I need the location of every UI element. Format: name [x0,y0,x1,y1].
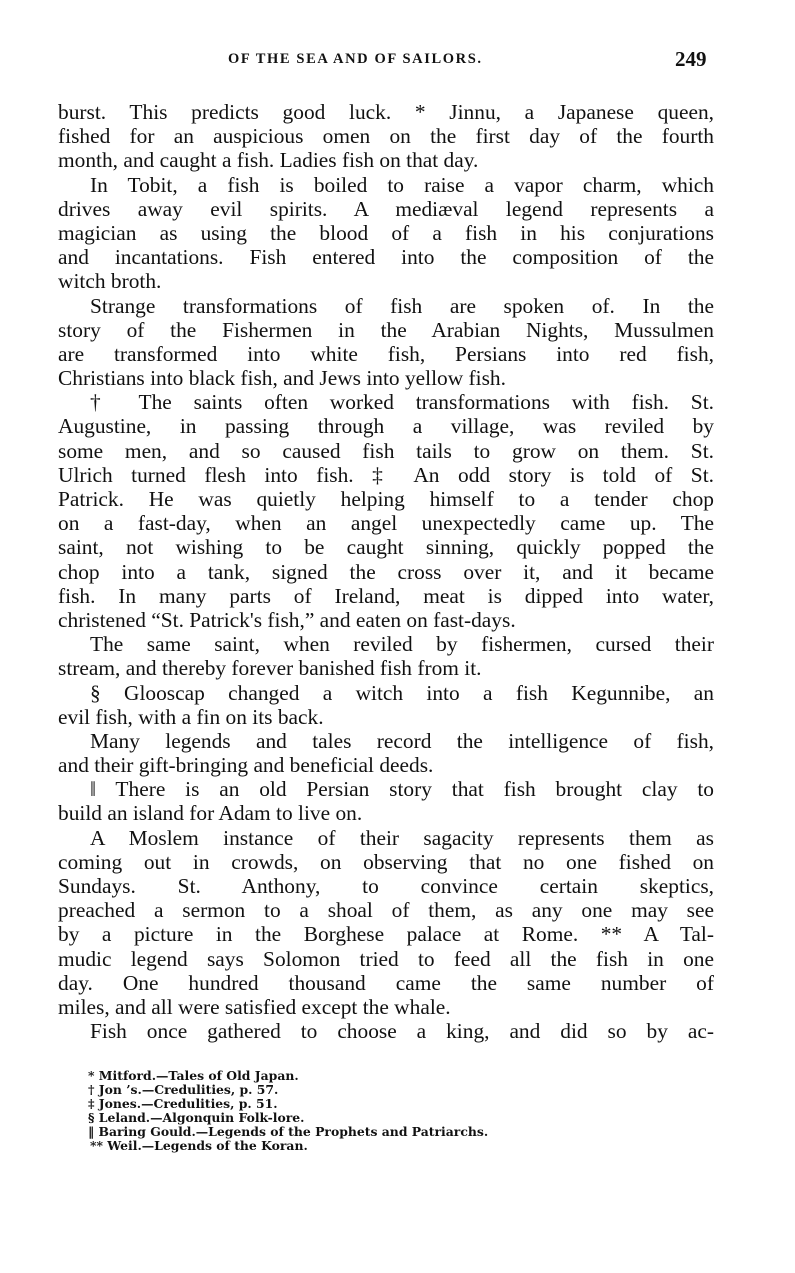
text-line: on a fast-day, when an angel unexpectedly came up. The [58,511,714,536]
page-number: 249 [675,47,707,71]
text-line: some men, and so caused fish tails to grow on them. St. [58,438,714,463]
text-line: drives away evil spirits. A mediæval legend represents a [58,196,714,221]
text-line: witch broth. [58,269,162,294]
text-line: In Tobit, a fish is boiled to raise a vapor charm, which [90,172,714,197]
text-line: fish. In many parts of Ireland, meat is dipped into water, [58,583,714,608]
text-line: Strange transformations of fish are spoken of. In the [90,293,714,318]
text-line: A Moslem instance of their sagacity represents them as [90,825,714,850]
footnote: § Leland.—Algonquin Folk-lore. [88,1110,305,1125]
text-line: and their gift-bringing and beneficial deeds. [58,753,434,778]
text-line: The same saint, when reviled by fishermen, cursed their [90,632,714,657]
text-line: are transformed into white fish, Persians into red fish, [58,341,714,366]
text-line: evil fish, with a fin on its back. [58,704,324,729]
footnote: † Jon ’s.—Credulities, p. 57. [88,1082,279,1097]
text-line: Sundays. St. Anthony, to convince certain skeptics, [58,874,714,898]
text-line: † The saints often worked transformations with fish. St. [90,390,714,415]
text-line: build an island for Adam to live on. [58,801,363,826]
text-line: and incantations. Fish entered into the composition of the [58,245,714,270]
text-line: § Glooscap changed a witch into a fish Kegunnibe, an [90,680,714,705]
footnote: ‖ Baring Gould.—Legends of the Prophets and Patriarchs. [88,1124,489,1139]
text-line: Fish once gathered to choose a king, and did so by ac- [90,1019,714,1044]
text-line: coming out in crowds, on observing that no one fished on [58,849,714,874]
page-header [0,47,795,71]
text-line: story of the Fishermen in the Arabian Nights, Mussulmen [58,317,714,342]
running-title: OF THE SEA AND OF SAILORS. [228,51,483,67]
footnotes [88,1069,488,1153]
text-line: mudic legend says Solomon tried to feed all the fish in one [58,946,714,971]
text-line: Christians into black fish, and Jews into yellow fish. [58,366,506,391]
text-line: chop into a tank, signed the cross over it, and it became [58,559,714,584]
text-line: magician as using the blood of a fish in his conjurations [58,220,714,245]
footnote: * Mitford.—Tales of Old Japan. [88,1068,299,1083]
text-line: Patrick. He was quietly helping himself to a tender chop [58,487,714,511]
text-line: Ulrich turned flesh into fish. ‡ An odd story is told of St. [58,462,714,487]
text-line: burst. This predicts good luck. * Jinnu, a Japanese queen, [58,100,714,124]
footnote: ** Weil.—Legends of the Koran. [90,1138,308,1153]
text-line: christened “St. Patrick's fish,” and eaten on fast-days. [58,607,516,632]
text-line: miles, and all were satisfied except the whale. [58,994,451,1019]
text-line: ‖ There is an old Persian story that fish brought clay to [90,777,714,802]
body-text [58,100,714,1043]
text-line: month, and caught a fish. Ladies fish on that day. [58,148,479,173]
text-line: stream, and thereby forever banished fish from it. [58,656,482,681]
text-line: fished for an auspicious omen on the first day of the fourth [58,124,714,149]
text-line: Augustine, in passing through a village, was reviled by [58,414,714,439]
text-line: by a picture in the Borghese palace at Rome. ** A Tal- [58,922,714,947]
text-line: saint, not wishing to be caught sinning, quickly popped the [58,535,714,560]
text-line: Many legends and tales record the intelligence of fish, [90,728,714,753]
footnote: ‡ Jones.—Credulities, p. 51. [88,1096,278,1111]
text-line: day. One hundred thousand came the same number of [58,970,714,995]
text-line: preached a sermon to a shoal of them, as any one may see [58,898,714,923]
